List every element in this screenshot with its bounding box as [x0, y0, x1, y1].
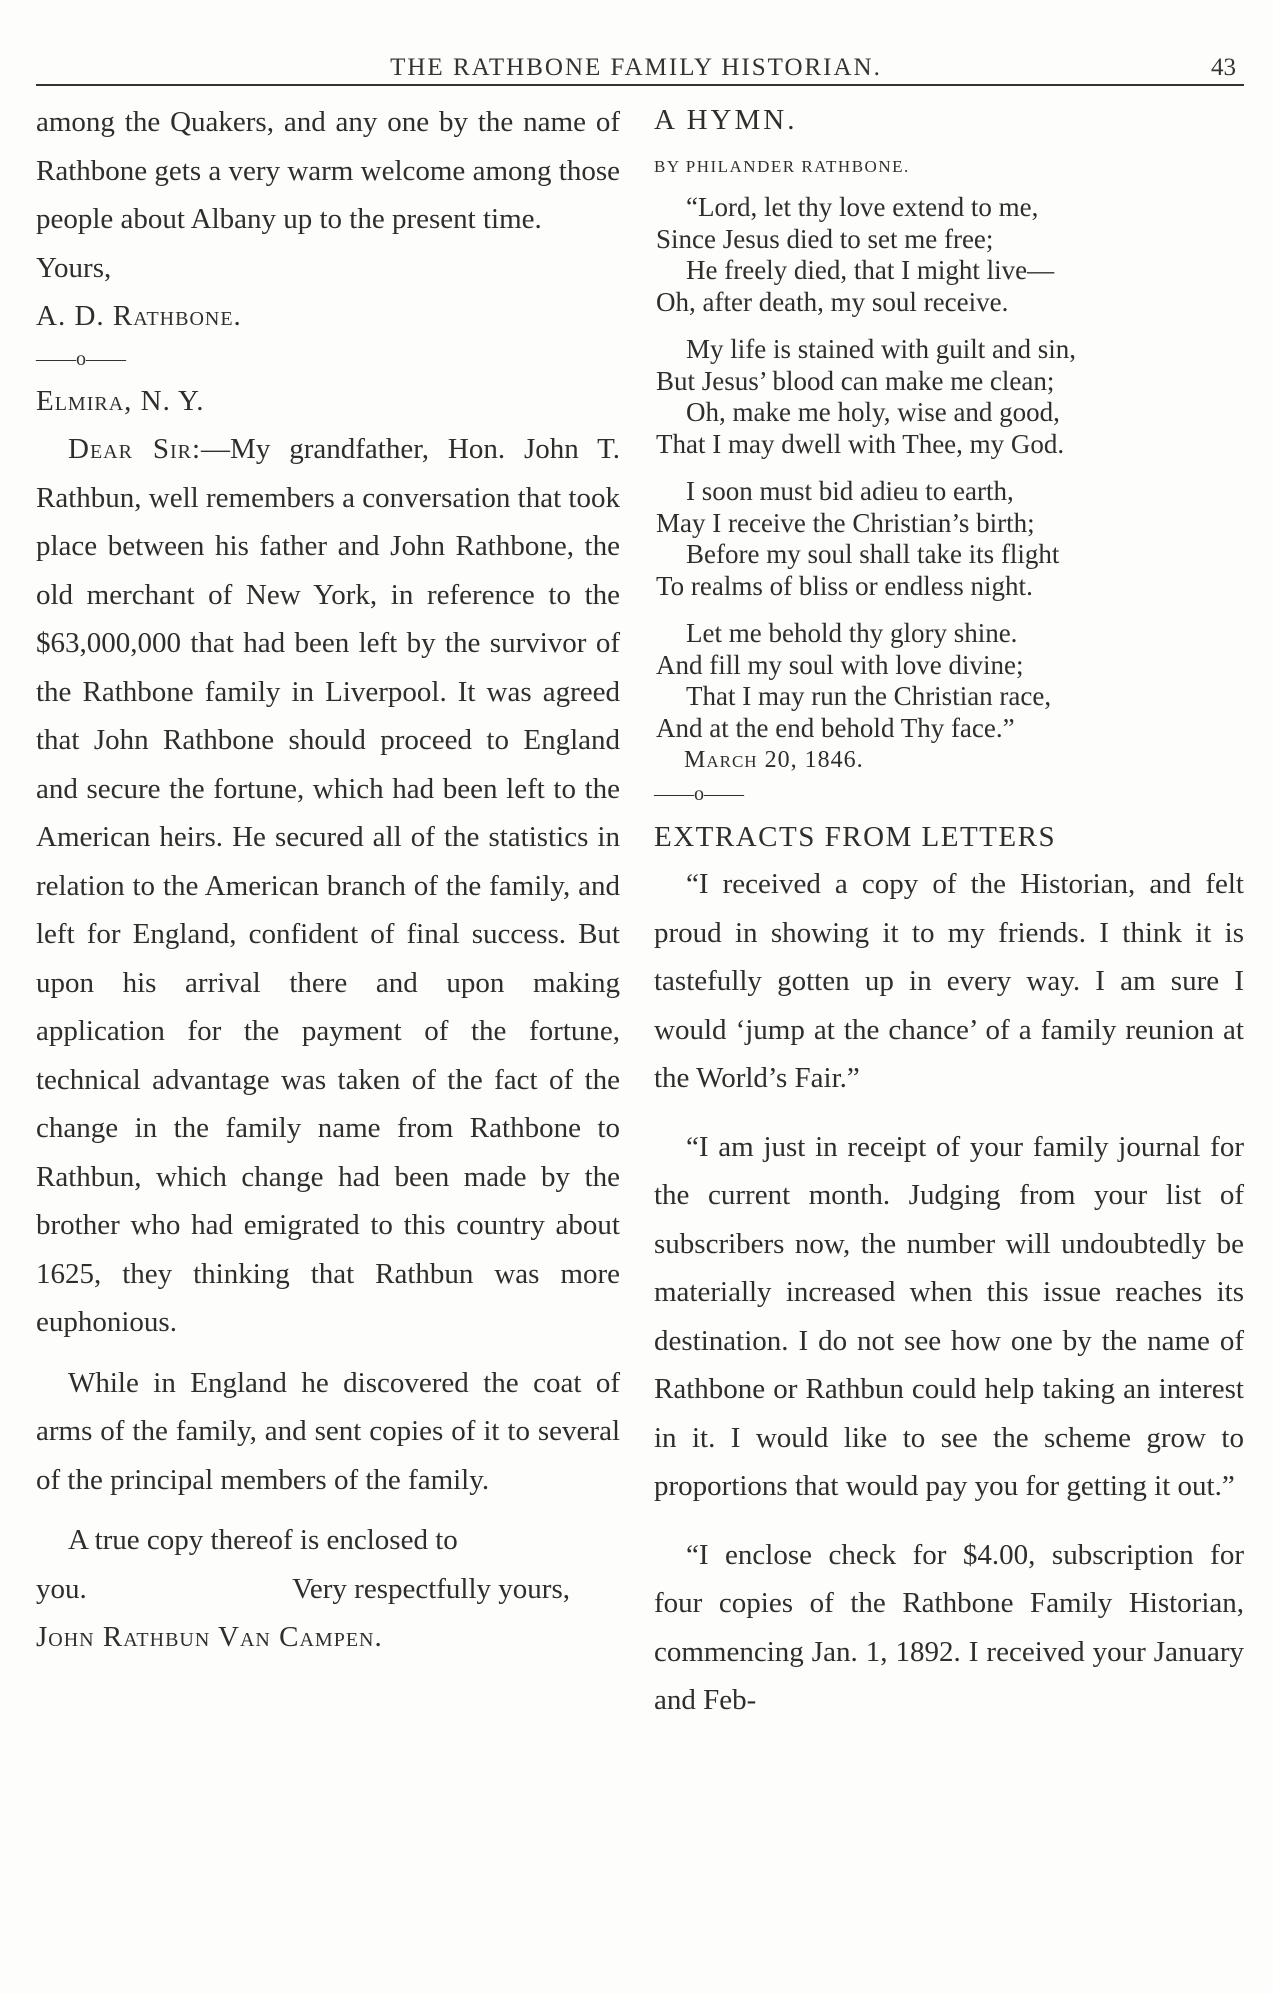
hymn-stanza — [654, 618, 1244, 744]
hymn-line: That I may dwell with Thee, my God. — [656, 428, 1065, 459]
letter-closing-signature: John Rathbun Van Campen. — [36, 1621, 383, 1653]
letter-signature: A. D. Rathbone. — [36, 300, 242, 332]
section-title: EXTRACTS FROM LETTERS — [654, 821, 1057, 853]
letter-paragraph-copy: A true copy thereof is enclosed to — [68, 1524, 458, 1556]
hymn-line: To realms of bliss or endless night. — [656, 570, 1033, 601]
letter-extract: “I am just in receipt of your family journal for the current month. Judging from your list of subscribers now, the number will undoubtedly be materially increased when this issue reaches its destination. I do not see how one by the name of Rathbone or Rathbun could help taking an interest in it. I would like to see the scheme grow to proportions that would pay you for getting it out.” — [654, 1130, 1244, 1502]
hymn-stanza — [654, 334, 1244, 460]
hymn-line: My life is stained with guilt and sin, — [686, 334, 1076, 364]
section-divider: ——o—— — [654, 783, 744, 805]
hymn-line: Oh, make me holy, wise and good, — [686, 397, 1060, 427]
page-number: 43 — [1211, 54, 1236, 81]
letter-closing-row — [36, 1565, 620, 1614]
right-column — [654, 98, 1244, 1725]
letter-dateline: Elmira, N. Y. — [36, 384, 205, 417]
letter-salutation: Dear Sir: — [68, 433, 202, 465]
hymn-line: Before my soul shall take its flight — [686, 539, 1060, 569]
hymn-line: I soon must bid adieu to earth, — [686, 476, 1014, 506]
hymn-line: He freely died, that I might live— — [686, 255, 1055, 285]
running-title: THE RATHBONE FAMILY HISTORIAN. — [390, 54, 882, 81]
hymn-line: “Lord, let thy love extend to me, — [686, 192, 1039, 222]
letter-extract: “I received a copy of the Historian, and felt proud in showing it to my friends. I think it is tastefully gotten up in every way. I am sure I would ‘jump at the chance’ of a family reunion at the World’s Fair.” — [654, 868, 1244, 1094]
letter-paragraph — [36, 425, 620, 1347]
hymn-line: And fill my soul with love divine; — [656, 649, 1024, 680]
running-header — [36, 48, 1236, 88]
hymn-date: March 20, 1846. — [684, 747, 864, 773]
left-column — [36, 98, 620, 1662]
letter-closing: Very respectfully yours, — [292, 1572, 570, 1605]
letter-closing-word: you. — [36, 1572, 87, 1605]
hymn-stanza — [654, 476, 1244, 602]
hymn-stanza — [654, 192, 1244, 318]
section-divider: ——o—— — [36, 347, 126, 370]
hymn-line: Let me behold thy glory shine. — [686, 618, 1018, 648]
hymn-line: Since Jesus died to set me free; — [656, 223, 994, 254]
letter-body: —My grandfather, Hon. John T. Rathbun, well remembers a conversation that took place between his father and John Rathbone, the old merchant of New York, in reference to the $63,000,000 that had been left by the survivor of the Rathbone family in Liverpool. It was agreed that John Rathbone should proceed to England and secure the fortune, which had been left to the American heirs. He secured all of the statistics in relation to the American branch of the family, and left for England, confident of final success. But upon his arrival there and upon making application for the payment of the fortune, technical advantage was taken of the fact of the change in the family name from Rathbone to Rathbun, which change had been made by the brother who had emigrated to this country about 1625, they thinking that Rathbun was more euphonious. — [36, 433, 620, 1338]
hymn-title: A HYMN. — [654, 104, 798, 136]
hymn-line: And at the end behold Thy face.” — [656, 712, 1015, 743]
hymn-line: But Jesus’ blood can make me clean; — [656, 365, 1055, 396]
letter-continuation-paragraph: among the Quakers, and any one by the name of Rathbone gets a very warm welcome among those people about Albany up to the present time. — [36, 106, 620, 235]
hymn-byline: BY PHILANDER RATHBONE. — [654, 157, 910, 176]
header-rule — [36, 84, 1244, 86]
letter-extract: “I enclose check for $4.00, subscription for four copies of the Rathbone Family Historian, commencing Jan. 1, 1892. I received your January and Feb- — [654, 1538, 1244, 1716]
hymn-line: May I receive the Christian’s birth; — [656, 507, 1035, 538]
letter-paragraph-coat-of-arms: While in England he discovered the coat of arms of the family, and sent copies of it to several of the principal members of the family. — [36, 1366, 620, 1496]
letter-valediction: Yours, — [36, 251, 112, 284]
hymn-line: Oh, after death, my soul receive. — [656, 286, 1009, 317]
hymn-line: That I may run the Christian race, — [686, 681, 1052, 711]
